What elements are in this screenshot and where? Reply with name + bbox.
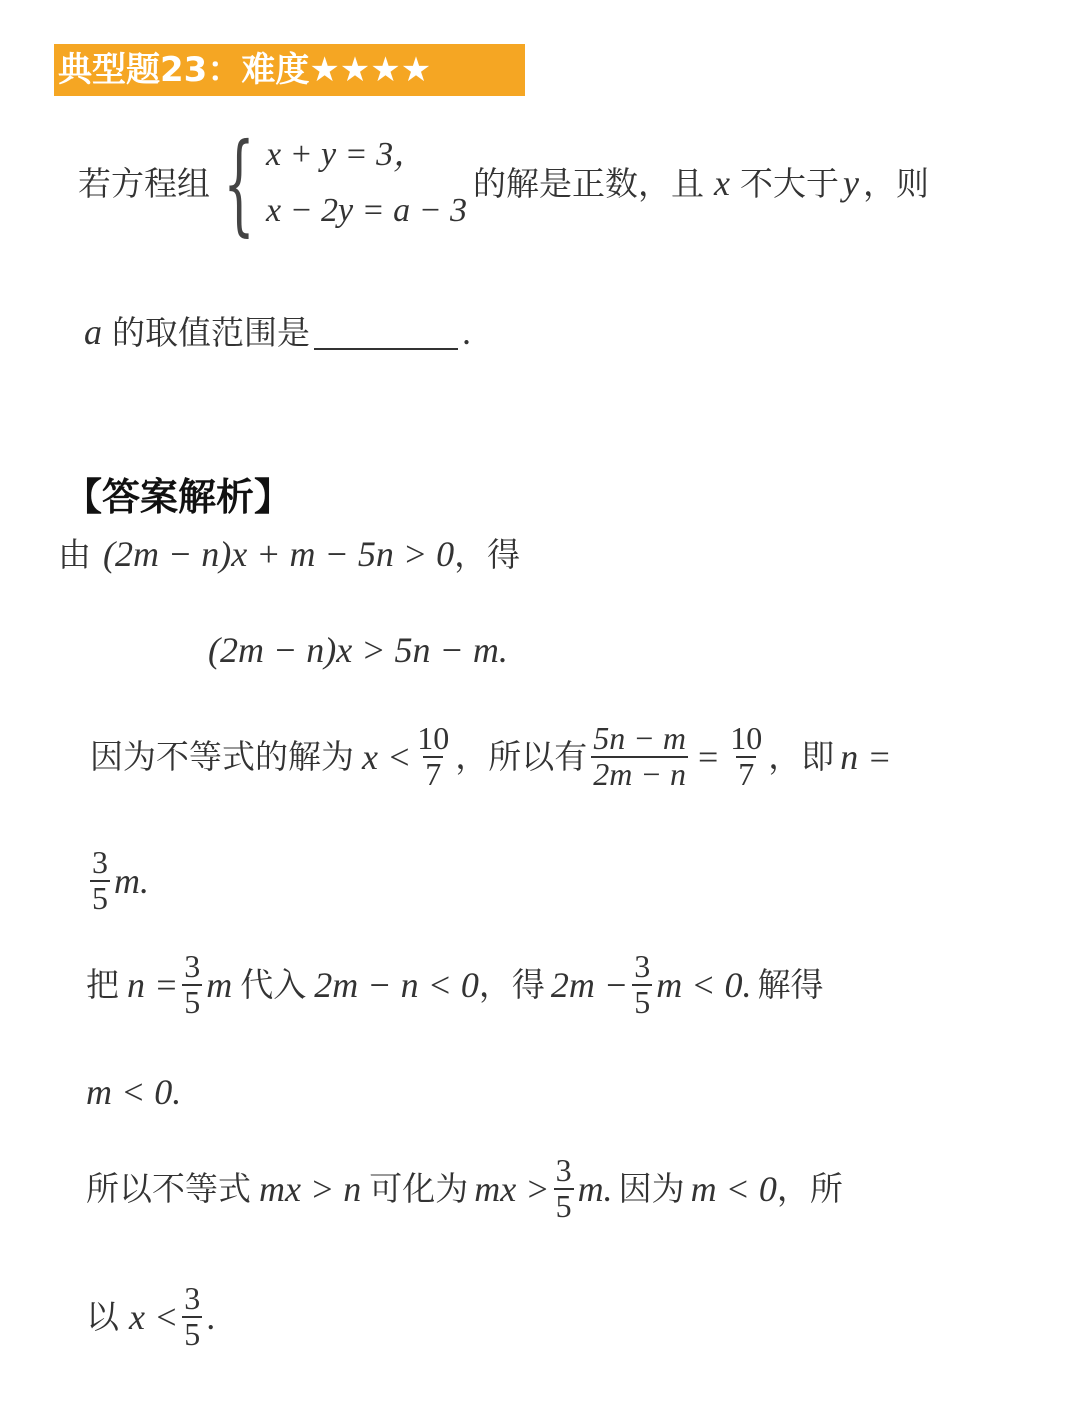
system-brace: { <box>223 119 255 247</box>
var-y: y <box>843 163 859 203</box>
fraction-numerator: 3 <box>92 844 108 880</box>
fraction-denominator: 7 <box>425 755 442 792</box>
l1-math: (2m − n)x + m − 5n > 0 <box>103 534 455 574</box>
l6-math: m < 0. <box>86 1072 182 1112</box>
l5-text-3: ，得 <box>478 965 545 1005</box>
fraction-numerator: 10 <box>417 720 450 756</box>
fraction-denominator: 7 <box>738 755 755 792</box>
fraction-numerator: 3 <box>184 948 201 984</box>
l7-text-1: 所以不等式 <box>86 1169 251 1209</box>
fraction-denominator: 5 <box>184 983 201 1020</box>
question-line-1 <box>78 119 929 247</box>
l8-text-1: 以 <box>86 1297 119 1337</box>
answer-line-8 <box>86 1282 215 1351</box>
equation-1: x + y = 3， <box>266 136 428 173</box>
fraction-denominator: 5 <box>634 983 651 1020</box>
l7-text-4: ，所 <box>776 1169 843 1209</box>
l4-math: m. <box>114 860 149 901</box>
l3-text-2: ，所以有 <box>455 737 588 777</box>
fraction-numerator: 10 <box>730 720 763 756</box>
l7-math-1: mx > n <box>259 1168 362 1209</box>
fraction-3-5-d <box>554 1154 574 1223</box>
answer-line-1 <box>58 536 520 572</box>
l5-text-1: 把 <box>86 965 119 1005</box>
fraction-denominator: 5 <box>184 1315 201 1352</box>
l3-text-1: 因为不等式的解为 <box>90 737 354 777</box>
answer-line-6 <box>86 1074 181 1110</box>
l5-math-4: 2m − <box>550 964 629 1005</box>
question-prefix: 若方程组 <box>78 163 210 203</box>
fraction-3-5 <box>90 846 110 915</box>
question-not-greater: 不大于 <box>740 163 839 203</box>
l5-math-2: m <box>206 964 233 1005</box>
fraction-denominator: 2m − n <box>593 755 686 792</box>
answer-line-3 <box>90 722 892 791</box>
l7-text-2: 可化为 <box>369 1169 469 1209</box>
question-line-2 <box>84 314 471 350</box>
l3-math-3: n = <box>840 736 892 777</box>
fraction-numerator: 5n − m <box>593 720 686 756</box>
l3-math-1: x < <box>362 736 412 777</box>
fraction-3-5-e <box>182 1282 202 1351</box>
fraction-numerator: 3 <box>634 948 651 984</box>
fraction-numerator: 3 <box>184 1280 201 1316</box>
l3-text-3: ，即 <box>768 737 835 777</box>
question-suffix: ，则 <box>862 163 929 203</box>
l7-math-2: mx > <box>474 1168 550 1209</box>
fraction-3-5-b <box>182 950 202 1019</box>
equation-2: x − 2y = a − 3 <box>266 192 468 229</box>
l1-prefix: 由 <box>58 534 91 574</box>
var-a: a <box>84 312 102 352</box>
difficulty-badge: 典型题23：难度★★★★ <box>54 44 525 96</box>
l8-math-1: x < <box>129 1296 179 1337</box>
answer-heading: 【答案解析】 <box>64 475 293 519</box>
fraction-numerator: 3 <box>555 1152 572 1188</box>
l1-suffix: ，得 <box>454 534 521 574</box>
l5-math-5: m < 0. <box>656 964 752 1005</box>
l5-text-2: 代入 <box>240 965 307 1005</box>
l2-math: (2m − n)x > 5n − m. <box>208 630 508 670</box>
l7-text-3: 因为 <box>618 1169 685 1209</box>
var-x: x <box>714 163 730 203</box>
fraction-10-7 <box>415 722 451 791</box>
l5-math-1: n = <box>127 964 179 1005</box>
l5-math-3: 2m − n < 0 <box>314 964 479 1005</box>
l7-math-4: m < 0 <box>690 1168 777 1209</box>
l7-math-3: m. <box>577 1168 613 1209</box>
fraction-main <box>591 722 688 791</box>
answer-line-2 <box>208 632 508 668</box>
fraction-3-5-c <box>632 950 652 1019</box>
question-range-text: 的取值范围是 <box>112 312 310 352</box>
answer-blank <box>314 314 458 350</box>
question-middle: 的解是正数，且 <box>473 163 705 203</box>
answer-line-5 <box>86 950 823 1019</box>
answer-line-7 <box>86 1154 843 1223</box>
fraction-denominator: 5 <box>555 1187 572 1224</box>
fraction-denominator: 5 <box>92 879 108 916</box>
l5-text-4: 解得 <box>757 965 824 1005</box>
question-end: . <box>462 312 471 352</box>
fraction-10-7-b <box>728 722 764 791</box>
answer-line-4 <box>86 846 149 915</box>
equation-system <box>266 138 467 228</box>
l3-equals: = <box>697 736 719 777</box>
l8-end: . <box>206 1296 216 1337</box>
